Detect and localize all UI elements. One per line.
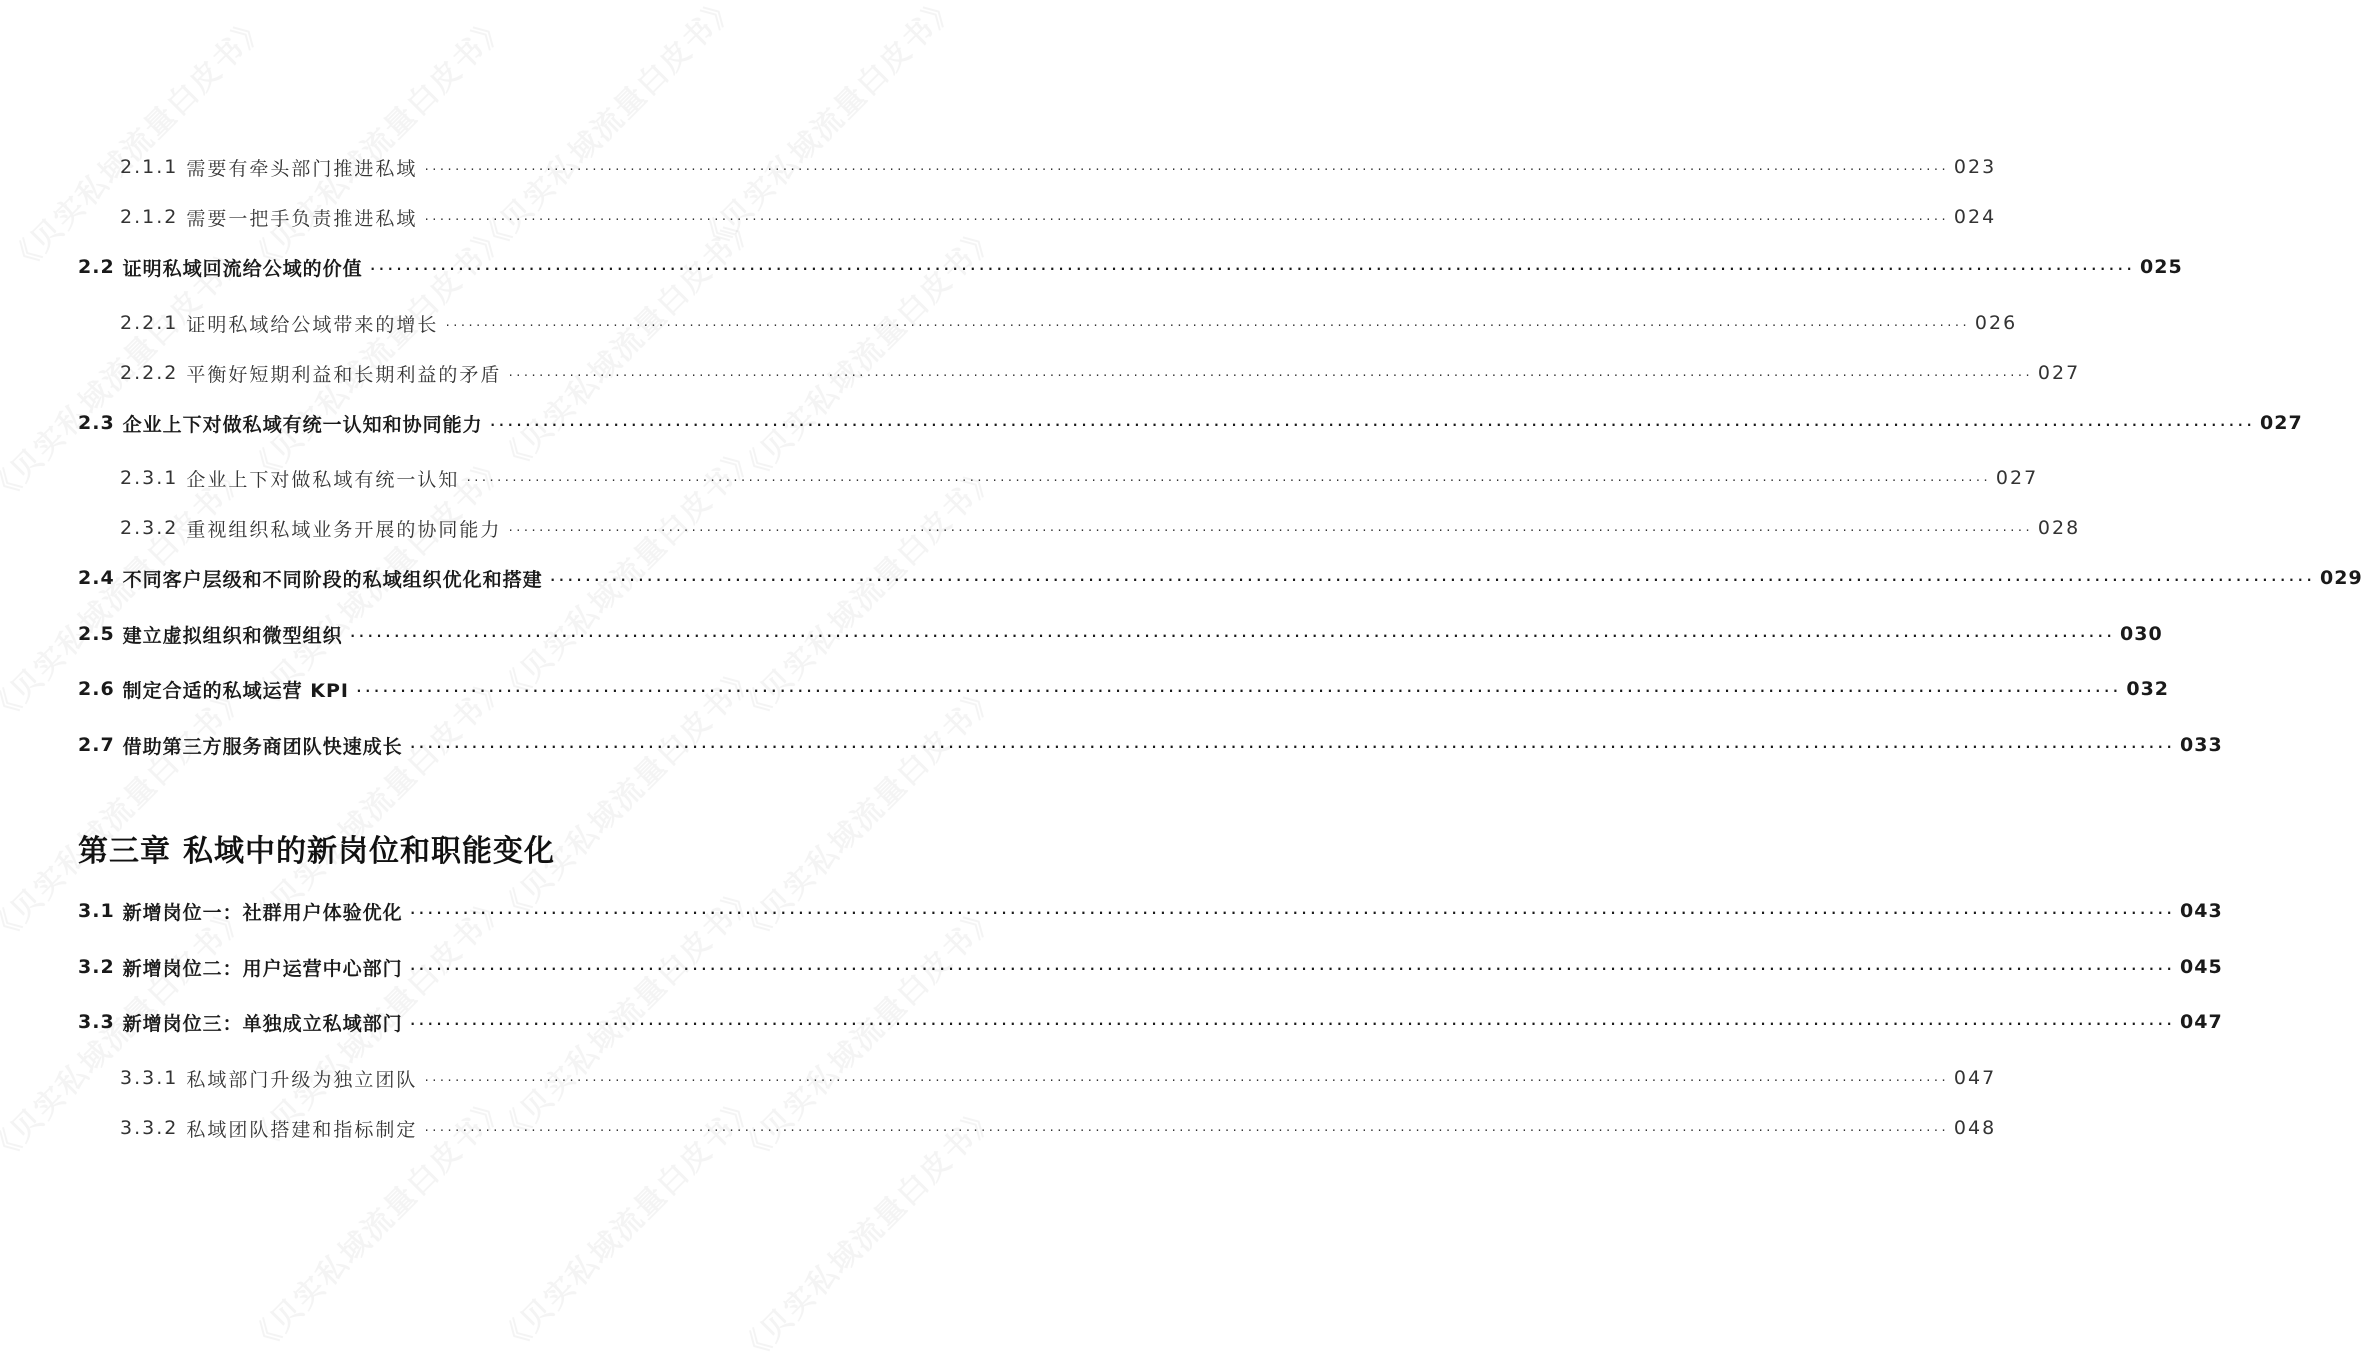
entry-number: 2.1.1 (120, 156, 179, 178)
entry-number: 2.2 (78, 256, 115, 278)
toc-entry[interactable] (0, 252, 2183, 282)
entry-title: 私域部门升级为独立团队 (186, 1068, 418, 1091)
entry-number: 2.2.1 (120, 312, 179, 334)
entry-page: 027 (1995, 467, 2039, 489)
toc-entry[interactable] (0, 1007, 2223, 1037)
entry-page: 043 (2180, 900, 2223, 922)
entry-title: 新增岗位二：用户运营中心部门 (122, 957, 403, 980)
entry-page: 029 (2320, 567, 2363, 589)
dot-leader: ........................................................................................................................................................................................................ (348, 626, 2115, 641)
entry-number: 3.3.2 (120, 1117, 179, 1139)
toc-entry[interactable] (0, 1063, 1997, 1093)
dot-leader: ........................................................................................................................................................................................................ (408, 1014, 2175, 1029)
dot-leader: ........................................................................................................................................................................................................ (355, 681, 2121, 696)
entry-page: 033 (2180, 734, 2223, 756)
dot-leader: ........................................................................................................................................................................................................ (488, 415, 2255, 430)
entry-page: 028 (2037, 517, 2081, 539)
entry-number: 3.3 (78, 1011, 115, 1033)
dot-leader: ........................................................................................................................................................................................................ (548, 570, 2315, 585)
entry-number: 3.3.1 (120, 1067, 179, 1089)
dot-leader: ........................................................................................................................................................................................................ (408, 959, 2175, 974)
chapter-title: 私域中的新岗位和职能变化 (183, 834, 555, 869)
dot-leader: ........................................................................................................................................................................................................ (444, 316, 1969, 329)
dot-leader: ........................................................................................................................................................................................................ (507, 366, 2032, 379)
chapter-heading[interactable] (78, 826, 555, 870)
entry-page: 023 (1953, 156, 1997, 178)
entry-page: 026 (1974, 312, 2018, 334)
entry-number: 2.3.2 (120, 517, 179, 539)
entry-title: 平衡好短期利益和长期利益的矛盾 (186, 363, 502, 386)
toc-entry[interactable] (0, 513, 2081, 543)
dot-leader: ........................................................................................................................................................................................................ (408, 903, 2175, 918)
dot-leader: ........................................................................................................................................................................................................ (368, 259, 2135, 274)
dot-leader: ........................................................................................................................................................................................................ (408, 737, 2175, 752)
entry-number: 2.2.2 (120, 362, 179, 384)
dot-leader: ........................................................................................................................................................................................................ (465, 471, 1990, 484)
dot-leader: ........................................................................................................................................................................................................ (507, 521, 2032, 534)
toc-entry[interactable] (0, 730, 2223, 760)
toc-entry[interactable] (0, 408, 2303, 438)
entry-title: 需要一把手负责推进私域 (186, 207, 418, 230)
entry-title: 建立虚拟组织和微型组织 (122, 624, 343, 647)
entry-number: 2.3.1 (120, 467, 179, 489)
entry-number: 2.6 (78, 678, 115, 700)
entry-title: 私域团队搭建和指标制定 (186, 1118, 418, 1141)
toc-entry[interactable] (0, 463, 2039, 493)
chapter-label: 第三章 (78, 834, 171, 869)
entry-page: 027 (2037, 362, 2081, 384)
toc-entry[interactable] (0, 896, 2223, 926)
entry-title: 企业上下对做私域有统一认知和协同能力 (122, 413, 483, 436)
entry-page: 027 (2260, 412, 2303, 434)
dot-leader: ........................................................................................................................................................................................................ (423, 160, 1948, 173)
entry-title: 重视组织私域业务开展的协同能力 (186, 518, 502, 541)
entry-page: 025 (2140, 256, 2183, 278)
entry-number: 2.5 (78, 623, 115, 645)
entry-page: 024 (1953, 206, 1997, 228)
dot-leader: ........................................................................................................................................................................................................ (423, 1071, 1948, 1084)
entry-title: 需要有牵头部门推进私域 (186, 157, 418, 180)
entry-title: 制定合适的私域运营 KPI (122, 679, 350, 702)
entry-number: 3.2 (78, 956, 115, 978)
entry-number: 2.7 (78, 734, 115, 756)
entry-title: 企业上下对做私域有统一认知 (186, 468, 460, 491)
entry-page: 045 (2180, 956, 2223, 978)
entry-title: 新增岗位三：单独成立私域部门 (122, 1012, 403, 1035)
entry-title: 证明私域回流给公域的价值 (122, 257, 363, 280)
toc-entry[interactable] (0, 674, 2170, 704)
entry-page: 032 (2126, 678, 2170, 700)
entry-number: 2.3 (78, 412, 115, 434)
entry-title: 不同客户层级和不同阶段的私域组织优化和搭建 (122, 568, 543, 591)
toc-entry[interactable] (0, 202, 1997, 232)
entry-page: 030 (2120, 623, 2163, 645)
entry-title: 新增岗位一：社群用户体验优化 (122, 901, 403, 924)
entry-page: 048 (1953, 1117, 1997, 1139)
toc-entry[interactable] (0, 952, 2223, 982)
toc-entry[interactable] (0, 563, 2363, 593)
toc-entry[interactable] (0, 152, 1997, 182)
entry-number: 2.4 (78, 567, 115, 589)
entry-title: 借助第三方服务商团队快速成长 (122, 735, 403, 758)
toc-entry[interactable] (0, 1113, 1997, 1143)
toc-entry[interactable] (0, 358, 2081, 388)
toc-entry[interactable] (0, 308, 2018, 338)
entry-number: 2.1.2 (120, 206, 179, 228)
dot-leader: ........................................................................................................................................................................................................ (423, 1121, 1948, 1134)
dot-leader: ........................................................................................................................................................................................................ (423, 210, 1948, 223)
toc-entry[interactable] (0, 619, 2163, 649)
entry-number: 3.1 (78, 900, 115, 922)
entry-page: 047 (1953, 1067, 1997, 1089)
entry-title: 证明私域给公域带来的增长 (186, 313, 439, 336)
entry-page: 047 (2180, 1011, 2223, 1033)
